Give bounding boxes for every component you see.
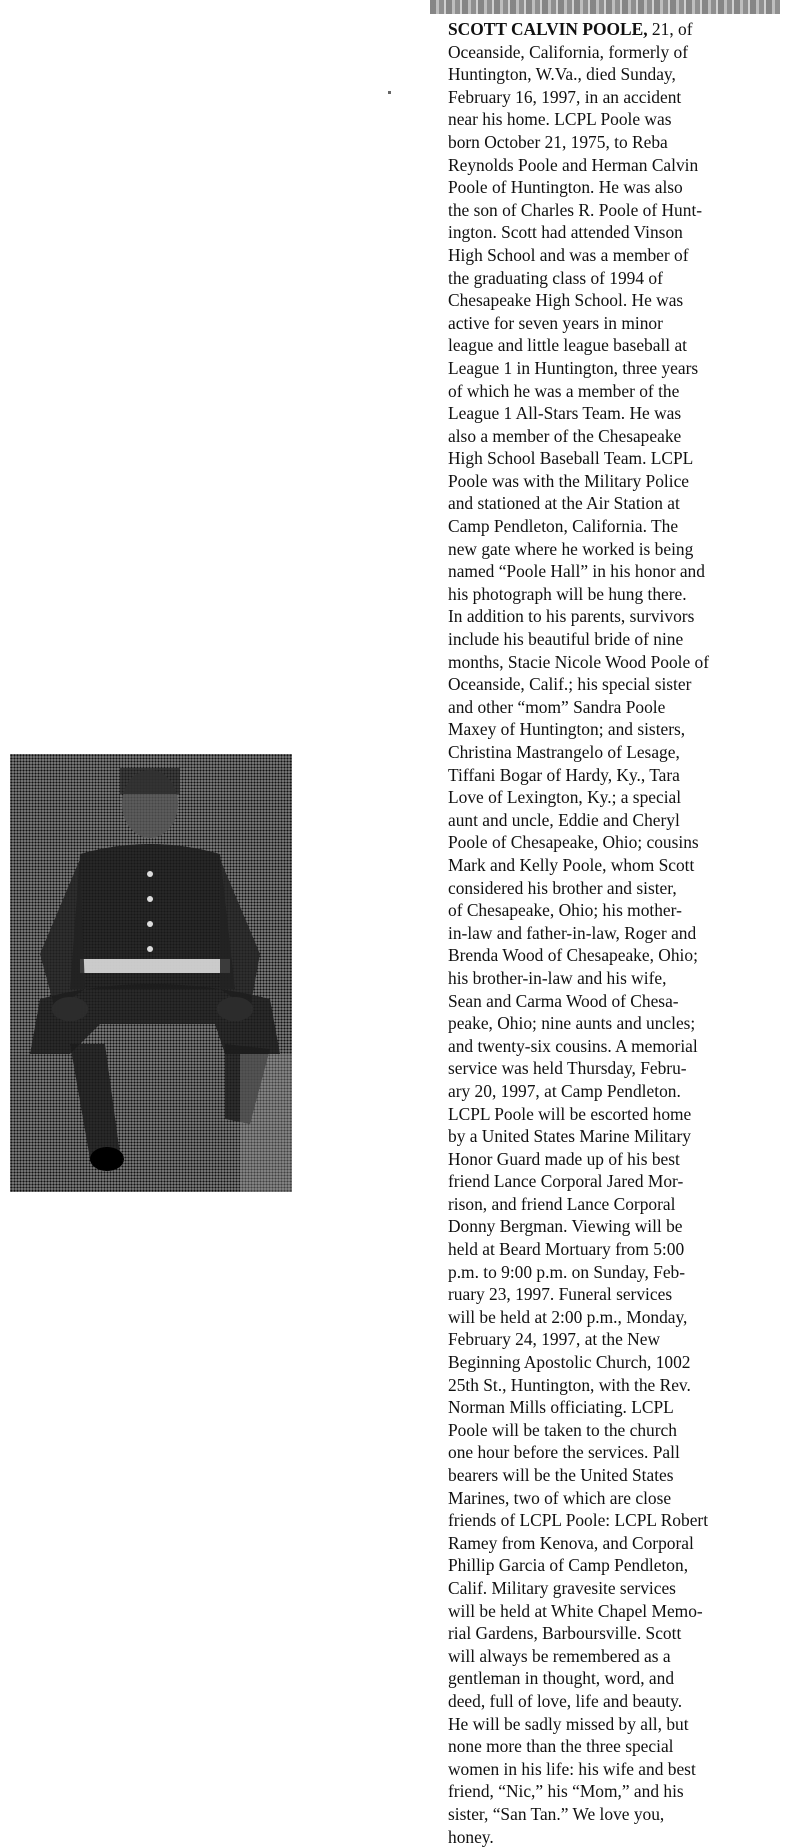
obituary-line: Camp Pendleton, California. The <box>448 515 788 538</box>
obituary-line: months, Stacie Nicole Wood Poole of <box>448 651 788 674</box>
obituary-line: ington. Scott had attended Vinson <box>448 221 788 244</box>
obituary-line: Chesapeake High School. He was <box>448 289 788 312</box>
obituary-line: February 16, 1997, in an accident <box>448 86 788 109</box>
obituary-line: Oceanside, Calif.; his special sister <box>448 673 788 696</box>
obituary-line: friends of LCPL Poole: LCPL Robert <box>448 1509 788 1532</box>
obituary-line: friend, “Nic,” his “Mom,” and his <box>448 1780 788 1803</box>
obituary-line: Calif. Military gravesite services <box>448 1577 788 1600</box>
obituary-line: by a United States Marine Military <box>448 1125 788 1148</box>
deceased-name: SCOTT CALVIN POOLE, <box>448 19 648 39</box>
obituary-line: service was held Thursday, Febru- <box>448 1057 788 1080</box>
obituary-line: Donny Bergman. Viewing will be <box>448 1215 788 1238</box>
portrait-figure <box>10 754 292 1192</box>
obituary-line: also a member of the Chesapeake <box>448 425 788 448</box>
first-line-rest: 21, of <box>648 19 693 39</box>
obituary-line: will be held at White Chapel Memo- <box>448 1600 788 1623</box>
obituary-line: Brenda Wood of Chesapeake, Ohio; <box>448 944 788 967</box>
obituary-line: Marines, two of which are close <box>448 1487 788 1510</box>
obituary-line: will always be remembered as a <box>448 1645 788 1668</box>
obituary-line: Reynolds Poole and Herman Calvin <box>448 154 788 177</box>
obituary-line: his brother-in-law and his wife, <box>448 967 788 990</box>
obituary-line: Huntington, W.Va., died Sunday, <box>448 63 788 86</box>
obituary-line: his photograph will be hung there. <box>448 583 788 606</box>
obituary-line: rison, and friend Lance Corporal <box>448 1193 788 1216</box>
obituary-line: Phillip Garcia of Camp Pendleton, <box>448 1554 788 1577</box>
obituary-line: the graduating class of 1994 of <box>448 267 788 290</box>
obituary-line: Honor Guard made up of his best <box>448 1148 788 1171</box>
obituary-line: new gate where he worked is being <box>448 538 788 561</box>
obituary-line: considered his brother and sister, <box>448 877 788 900</box>
obituary-line: Ramey from Kenova, and Corporal <box>448 1532 788 1555</box>
obituary-line: League 1 All-Stars Team. He was <box>448 402 788 425</box>
obituary-line: held at Beard Mortuary from 5:00 <box>448 1238 788 1261</box>
obituary-first-line <box>448 18 788 41</box>
obituary-line: He will be sadly missed by all, but <box>448 1713 788 1736</box>
obituary-line: In addition to his parents, survivors <box>448 605 788 628</box>
obituary-line: Christina Mastrangelo of Lesage, <box>448 741 788 764</box>
obituary-line: of which he was a member of the <box>448 380 788 403</box>
obituary-line: of Chesapeake, Ohio; his mother- <box>448 899 788 922</box>
obituary-line: Poole will be taken to the church <box>448 1419 788 1442</box>
obituary-line: women in his life: his wife and best <box>448 1758 788 1781</box>
obituary-line: High School Baseball Team. LCPL <box>448 447 788 470</box>
obituary-line: league and little league baseball at <box>448 334 788 357</box>
obituary-line: p.m. to 9:00 p.m. on Sunday, Feb- <box>448 1261 788 1284</box>
obituary-line: none more than the three special <box>448 1735 788 1758</box>
obituary-line: near his home. LCPL Poole was <box>448 108 788 131</box>
obituary-line: and other “mom” Sandra Poole <box>448 696 788 719</box>
obituary-line: peake, Ohio; nine aunts and uncles; <box>448 1012 788 1035</box>
obituary-line: Mark and Kelly Poole, whom Scott <box>448 854 788 877</box>
obituary-line: 25th St., Huntington, with the Rev. <box>448 1374 788 1397</box>
obituary-line: born October 21, 1975, to Reba <box>448 131 788 154</box>
obituary-line: one hour before the services. Pall <box>448 1441 788 1464</box>
obituary-line: February 24, 1997, at the New <box>448 1328 788 1351</box>
obituary-line: aunt and uncle, Eddie and Cheryl <box>448 809 788 832</box>
obituary-line: Tiffani Bogar of Hardy, Ky., Tara <box>448 764 788 787</box>
obituary-line: Maxey of Huntington; and sisters, <box>448 718 788 741</box>
obituary-line: Oceanside, California, formerly of <box>448 41 788 64</box>
obituary-line: active for seven years in minor <box>448 312 788 335</box>
obituary-line: LCPL Poole will be escorted home <box>448 1103 788 1126</box>
obituary-line: ary 20, 1997, at Camp Pendleton. <box>448 1080 788 1103</box>
obituary-line: and stationed at the Air Station at <box>448 492 788 515</box>
print-speck <box>388 91 391 94</box>
obituary-line: and twenty-six cousins. A memorial <box>448 1035 788 1058</box>
obituary-line: gentleman in thought, word, and <box>448 1667 788 1690</box>
obituary-line: the son of Charles R. Poole of Hunt- <box>448 199 788 222</box>
obituary-line: Poole of Chesapeake, Ohio; cousins <box>448 831 788 854</box>
obituary-line: rial Gardens, Barboursville. Scott <box>448 1622 788 1645</box>
obituary-line: ruary 23, 1997. Funeral services <box>448 1283 788 1306</box>
obituary-line: deed, full of love, life and beauty. <box>448 1690 788 1713</box>
obituary-line: sister, “San Tan.” We love you, <box>448 1803 788 1826</box>
obituary-text <box>448 18 788 1848</box>
obituary-line: friend Lance Corporal Jared Mor- <box>448 1170 788 1193</box>
obituary-line: Love of Lexington, Ky.; a special <box>448 786 788 809</box>
obituary-line: Beginning Apostolic Church, 1002 <box>448 1351 788 1374</box>
portrait-photo <box>10 754 292 1192</box>
obituary-line: Poole of Huntington. He was also <box>448 176 788 199</box>
obituary-line: in-law and father-in-law, Roger and <box>448 922 788 945</box>
obituary-line: bearers will be the United States <box>448 1464 788 1487</box>
clipped-header-rule <box>430 0 780 14</box>
obituary-line: Sean and Carma Wood of Chesa- <box>448 990 788 1013</box>
obituary-line: League 1 in Huntington, three years <box>448 357 788 380</box>
obituary-line: named “Poole Hall” in his honor and <box>448 560 788 583</box>
obituary-line: include his beautiful bride of nine <box>448 628 788 651</box>
obituary-line: Poole was with the Military Police <box>448 470 788 493</box>
obituary-line: Norman Mills officiating. LCPL <box>448 1396 788 1419</box>
obituary-line: will be held at 2:00 p.m., Monday, <box>448 1306 788 1329</box>
obituary-line: honey. <box>448 1826 788 1848</box>
obituary-line: High School and was a member of <box>448 244 788 267</box>
